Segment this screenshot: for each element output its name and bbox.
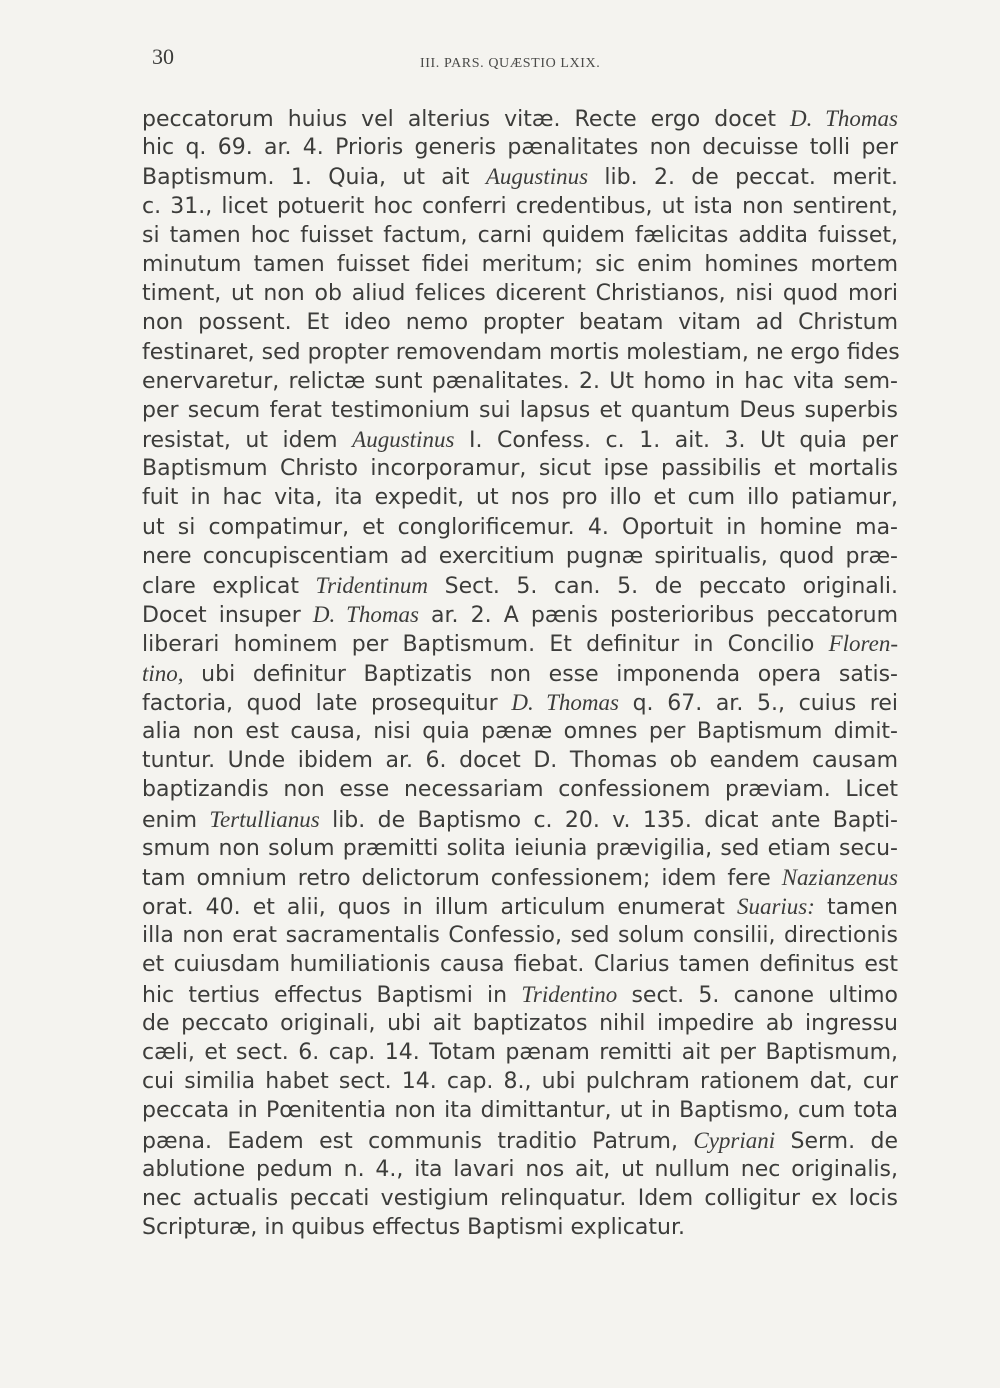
- text-segment: pæna. Eadem est communis traditio Patrum,: [142, 1128, 694, 1154]
- text-line: [142, 1126, 898, 1155]
- text-line: [142, 250, 898, 279]
- running-head: [0, 44, 1000, 74]
- italic-citation: Cypriani: [693, 1127, 776, 1153]
- text-segment: enim: [142, 807, 210, 833]
- text-segment: orat. 40. et alii, quos in illum articulum enumerat: [142, 895, 737, 921]
- text-line: [142, 746, 898, 775]
- text-line: [142, 542, 898, 571]
- text-segment: nec actualis peccati vestigium relinquatur. Idem colligitur ex locis: [142, 1185, 898, 1211]
- italic-citation: Nazianzenus: [781, 864, 898, 890]
- text-line: [142, 1155, 898, 1184]
- text-line: [142, 629, 898, 658]
- text-segment: non possent. Et ideo nemo propter beatam vitam ad Christum: [142, 310, 898, 336]
- text-segment: cæli, et sect. 6. cap. 14. Totam pænam remitti ait per Baptismum,: [142, 1040, 898, 1065]
- text-segment: Sect. 5. can. 5. de peccato originali.: [428, 574, 898, 599]
- text-line: [142, 162, 898, 191]
- text-segment: cui similia habet sect. 14. cap. 8., ubi pulchram rationem dat, cur: [142, 1069, 898, 1095]
- text-segment: de peccato originali, ubi ait baptizatos nihil impedire ab ingressu: [142, 1010, 898, 1036]
- text-segment: timent, ut non ob aliud felices dicerent Christianos, nisi quod mori: [142, 281, 898, 307]
- text-segment: alia non est causa, nisi quia pænæ omnes per Baptismum dimit-: [142, 718, 898, 744]
- text-segment: resistat, ut idem: [142, 428, 353, 454]
- text-segment: smum non solum præmitti solita ieiunia prævigilia, sed etiam secu-: [142, 835, 898, 861]
- text-segment: tam omnium retro delictorum confessionem; idem fere: [142, 865, 782, 891]
- text-line: [142, 1038, 898, 1067]
- text-line: [142, 950, 898, 979]
- text-line: [142, 104, 898, 133]
- italic-citation: Tridentinum: [315, 573, 429, 598]
- italic-citation: D. Thomas: [312, 602, 419, 628]
- italic-citation: D. Thomas: [790, 106, 898, 131]
- text-line: [142, 659, 898, 688]
- text-line: [142, 221, 898, 250]
- text-line: [142, 279, 898, 308]
- text-segment: sect. 5. canone ultimo: [617, 982, 898, 1008]
- text-segment: hic tertius effectus Baptismi in: [142, 982, 522, 1008]
- text-line: [142, 425, 898, 454]
- italic-citation: Tertullianus: [209, 806, 320, 832]
- running-title: III. PARS. QUÆSTIO LXIX.: [420, 56, 601, 71]
- text-segment: per secum ferat testimonium sui lapsus et quantum Deus superbis: [142, 397, 898, 423]
- text-line: [142, 1067, 898, 1096]
- text-line: [142, 571, 898, 600]
- text-line: [142, 308, 898, 337]
- text-segment: tamen: [814, 895, 898, 921]
- text-line: [142, 892, 898, 921]
- text-line: [142, 1096, 898, 1125]
- text-line: [142, 717, 898, 746]
- text-segment: si tamen hoc fuisset factum, carni quidem fælicitas addita fuisset,: [142, 222, 898, 248]
- text-line: [142, 980, 898, 1009]
- text-line: [142, 600, 898, 629]
- text-segment: ubi definitur Baptizatis non esse imponenda opera satis-: [183, 661, 898, 687]
- text-line: [142, 1184, 898, 1213]
- text-line: [142, 192, 898, 221]
- text-segment: Scripturæ, in quibus effectus Baptismi explicatur.: [142, 1215, 685, 1241]
- text-line: [142, 805, 898, 834]
- italic-citation: Floren-: [828, 631, 898, 657]
- text-segment: illa non erat sacramentalis Confessio, sed solum consilii, directionis: [142, 923, 898, 949]
- italic-citation: Augustinus: [485, 164, 589, 190]
- text-line: [142, 921, 898, 950]
- text-segment: hic q. 69. ar. 4. Prioris generis pænalitates non decuisse tolli per: [142, 135, 898, 161]
- text-segment: c. 31., licet potuerit hoc conferri credentibus, ut ista non sentirent,: [142, 193, 898, 219]
- text-segment: tuntur. Unde ibidem ar. 6. docet D. Thomas ob eandem causam: [142, 748, 898, 774]
- text-segment: nere concupiscentiam ad exercitium pugnæ spiritualis, quod præ-: [142, 543, 898, 569]
- text-line: [142, 513, 898, 542]
- italic-citation: D. Thomas: [511, 689, 619, 715]
- page-number: 30: [152, 44, 174, 69]
- text-segment: liberari hominem per Baptismum. Et definitur in Concilio: [142, 632, 829, 658]
- text-segment: clare explicat: [142, 574, 316, 599]
- text-segment: factoria, quod late prosequitur: [142, 690, 512, 716]
- text-line: [142, 863, 898, 892]
- text-line: [142, 1213, 898, 1242]
- text-segment: peccata in Pœnitentia non ita dimittantur, ut in Baptismo, cum tota: [142, 1098, 898, 1124]
- text-segment: fuit in hac vita, ita expedit, ut nos pro illo et cum illo patiamur,: [142, 485, 898, 511]
- text-segment: ut si compatimur, et conglorificemur. 4. Oportuit in homine ma-: [142, 514, 898, 540]
- text-segment: festinaret, sed propter removendam mortis molestiam, ne ergo fides: [142, 339, 900, 365]
- text-line: [142, 834, 898, 863]
- text-segment: q. 67. ar. 5., cuius rei: [618, 690, 899, 716]
- italic-citation: Tridentino: [521, 981, 618, 1007]
- text-line: [142, 133, 898, 162]
- italic-citation: tino,: [142, 660, 184, 686]
- text-segment: Docet insuper: [142, 603, 313, 629]
- body-text: [142, 104, 898, 1242]
- text-line: [142, 396, 898, 425]
- text-segment: Baptismum Christo incorporamur, sicut ipse passibilis et mortalis: [142, 456, 898, 482]
- text-line: [142, 454, 898, 483]
- text-segment: et cuiusdam humiliationis causa fiebat. Clarius tamen definitus est: [142, 952, 898, 978]
- text-line: [142, 367, 898, 396]
- text-line: [142, 338, 898, 367]
- text-segment: ar. 2. A pænis posterioribus peccatorum: [418, 603, 898, 629]
- text-line: [142, 688, 898, 717]
- text-line: [142, 483, 898, 512]
- text-line: [142, 775, 898, 804]
- italic-citation: Augustinus: [352, 427, 455, 453]
- italic-citation: Suarius:: [736, 894, 815, 920]
- text-segment: ablutione pedum n. 4., ita lavari nos ait, ut nullum nec originalis,: [142, 1156, 898, 1182]
- text-segment: baptizandis non esse necessariam confessionem præviam. Licet: [142, 777, 898, 803]
- text-segment: Serm. de: [775, 1128, 898, 1154]
- text-segment: lib. de Baptismo c. 20. v. 135. dicat ante Bapti-: [319, 807, 898, 833]
- text-segment: I. Confess. c. 1. ait. 3. Ut quia per: [454, 428, 898, 454]
- text-segment: lib. 2. de peccat. merit.: [588, 165, 898, 191]
- text-line: [142, 1009, 898, 1038]
- text-segment: Baptismum. 1. Quia, ut ait: [142, 165, 486, 191]
- text-segment: minutum tamen fuisset fidei meritum; sic enim homines mortem: [142, 251, 898, 277]
- text-segment: enervaretur, relictæ sunt pænalitates. 2. Ut homo in hac vita sem-: [142, 368, 898, 394]
- text-segment: peccatorum huius vel alterius vitæ. Recte ergo docet: [142, 107, 790, 132]
